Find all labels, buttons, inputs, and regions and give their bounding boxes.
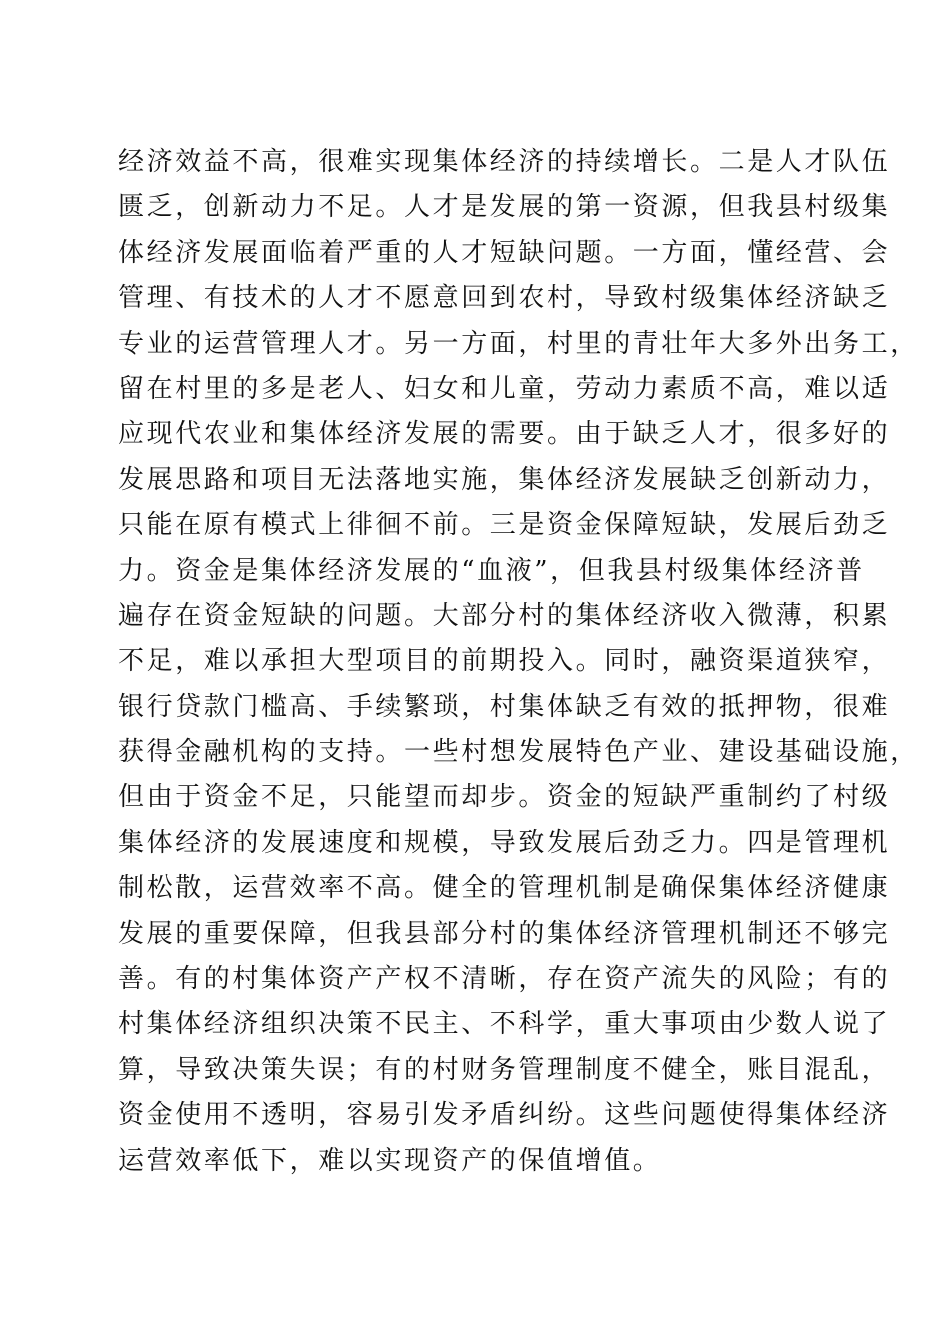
text-line: 村集体经济组织决策不民主、不科学，重大事项由少数人说了: [118, 1009, 891, 1040]
text-line: 体经济发展面临着严重的人才短缺问题。一方面，懂经营、会: [118, 237, 891, 268]
text-line: 力。资金是集体经济发展的“血液”，但我县村级集体经济普: [118, 555, 865, 586]
text-line: 运营效率低下，难以实现资产的保值增值。: [118, 1145, 662, 1176]
text-line: 资金使用不透明，容易引发矛盾纠纷。这些问题使得集体经济: [118, 1100, 891, 1131]
text-line: 集体经济的发展速度和规模，导致发展后劲乏力。四是管理机: [118, 827, 891, 858]
text-line: 银行贷款门槛高、手续繁琐，村集体缺乏有效的抵押物，很难: [118, 691, 891, 722]
text-line: 留在村里的多是老人、妇女和儿童，劳动力素质不高，难以适: [118, 373, 891, 404]
text-line: 遍存在资金短缺的问题。大部分村的集体经济收入微薄，积累: [118, 600, 891, 631]
text-line: 不足，难以承担大型项目的前期投入。同时，融资渠道狭窄，: [118, 646, 891, 677]
text-line: 专业的运营管理人才。另一方面，村里的青壮年大多外出务工，: [118, 328, 919, 359]
text-line: 获得金融机构的支持。一些村想发展特色产业、建设基础设施，: [118, 737, 919, 768]
body-text: [118, 140, 919, 1184]
text-line: 经济效益不高，很难实现集体经济的持续增长。二是人才队伍: [118, 147, 891, 177]
text-line: 制松散，运营效率不高。健全的管理机制是确保集体经济健康: [118, 873, 891, 904]
text-line: 发展的重要保障，但我县部分村的集体经济管理机制还不够完: [118, 918, 891, 949]
text-line: 算，导致决策失误；有的村财务管理制度不健全，账目混乱，: [118, 1054, 891, 1085]
text-line: 只能在原有模式上徘徊不前。三是资金保障短缺，发展后劲乏: [118, 510, 891, 541]
text-line: 应现代农业和集体经济发展的需要。由于缺乏人才，很多好的: [118, 419, 891, 450]
text-line: 管理、有技术的人才不愿意回到农村，导致村级集体经济缺乏: [118, 283, 891, 314]
text-line: 但由于资金不足，只能望而却步。资金的短缺严重制约了村级: [118, 782, 891, 813]
text-line: 发展思路和项目无法落地实施，集体经济发展缺乏创新动力，: [118, 464, 891, 495]
text-line: 匮乏，创新动力不足。人才是发展的第一资源，但我县村级集: [118, 192, 891, 223]
text-line: 善。有的村集体资产产权不清晰，存在资产流失的风险；有的: [118, 964, 891, 995]
